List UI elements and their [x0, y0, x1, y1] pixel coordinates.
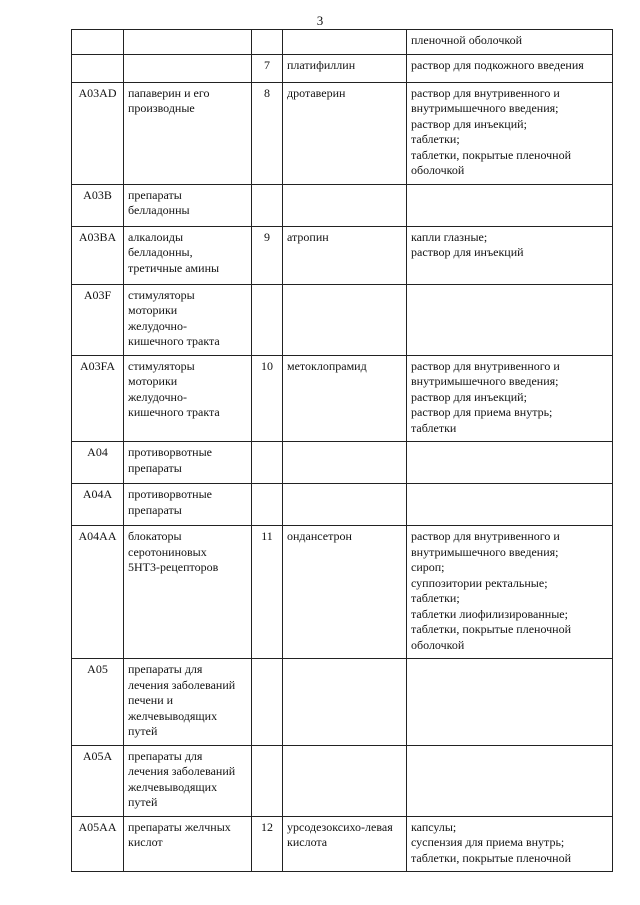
atc-code-cell	[72, 30, 124, 55]
drug-name-cell: урсодезоксихо-левая кислота	[283, 816, 407, 872]
row-number-cell: 9	[252, 226, 283, 284]
group-name-cell: препараты желчных кислот	[124, 816, 252, 872]
table-row	[72, 442, 613, 484]
atc-code-cell: A04AA	[72, 526, 124, 659]
table-row	[72, 30, 613, 55]
atc-code-cell: A05A	[72, 745, 124, 816]
table-row	[72, 745, 613, 816]
row-number-cell	[252, 184, 283, 226]
group-name-cell: препараты для лечения заболеваний желчевыводящих путей	[124, 745, 252, 816]
table-row	[72, 82, 613, 184]
row-number-cell	[252, 442, 283, 484]
atc-code-cell: A03BA	[72, 226, 124, 284]
dosage-form-cell	[407, 442, 613, 484]
dosage-form-cell	[407, 484, 613, 526]
atc-code-cell: A03F	[72, 284, 124, 355]
drug-name-cell: платифиллин	[283, 54, 407, 82]
group-name-cell: папаверин и его производные	[124, 82, 252, 184]
atc-code-cell: A03AD	[72, 82, 124, 184]
table-row	[72, 355, 613, 442]
row-number-cell	[252, 30, 283, 55]
table-row	[72, 659, 613, 746]
table-row	[72, 226, 613, 284]
dosage-form-cell: раствор для внутривенного и внутримышечного введения; раствор для инъекций; раствор для приема внутрь; таблетки	[407, 355, 613, 442]
table-body	[72, 30, 613, 872]
group-name-cell: стимуляторы моторики желудочно- кишечного тракта	[124, 355, 252, 442]
drug-name-cell: ондансетрон	[283, 526, 407, 659]
dosage-form-cell: раствор для внутривенного и внутримышечного введения; раствор для инъекций; таблетки; таблетки, покрытые пленочной оболочкой	[407, 82, 613, 184]
group-name-cell	[124, 30, 252, 55]
drug-name-cell	[283, 184, 407, 226]
drug-name-cell	[283, 284, 407, 355]
group-name-cell: противорвотные препараты	[124, 484, 252, 526]
table-row	[72, 526, 613, 659]
drug-name-cell	[283, 659, 407, 746]
drug-list-table	[71, 29, 613, 872]
drug-name-cell: метоклопрамид	[283, 355, 407, 442]
drug-name-cell	[283, 745, 407, 816]
dosage-form-cell	[407, 745, 613, 816]
table-row	[72, 54, 613, 82]
dosage-form-cell: раствор для внутривенного и внутримышечного введения; сироп; суппозитории ректальные; таблетки; таблетки лиофилизированные; таблетки, покрытые пленочной оболочкой	[407, 526, 613, 659]
group-name-cell: алкалоиды белладонны, третичные амины	[124, 226, 252, 284]
atc-code-cell: A04A	[72, 484, 124, 526]
atc-code-cell: A05	[72, 659, 124, 746]
row-number-cell: 7	[252, 54, 283, 82]
table-row	[72, 184, 613, 226]
atc-code-cell: A04	[72, 442, 124, 484]
drug-name-cell	[283, 484, 407, 526]
atc-code-cell: A03B	[72, 184, 124, 226]
group-name-cell: стимуляторы моторики желудочно- кишечного тракта	[124, 284, 252, 355]
drug-name-cell	[283, 30, 407, 55]
row-number-cell	[252, 484, 283, 526]
row-number-cell: 10	[252, 355, 283, 442]
dosage-form-cell: раствор для подкожного введения	[407, 54, 613, 82]
dosage-form-cell: капли глазные; раствор для инъекций	[407, 226, 613, 284]
group-name-cell: противорвотные препараты	[124, 442, 252, 484]
dosage-form-cell	[407, 659, 613, 746]
drug-name-cell: дротаверин	[283, 82, 407, 184]
row-number-cell	[252, 284, 283, 355]
row-number-cell: 8	[252, 82, 283, 184]
drug-name-cell: атропин	[283, 226, 407, 284]
table-row	[72, 284, 613, 355]
row-number-cell: 12	[252, 816, 283, 872]
group-name-cell: блокаторы серотониновых 5HT3-рецепторов	[124, 526, 252, 659]
table-row	[72, 484, 613, 526]
dosage-form-cell: пленочной оболочкой	[407, 30, 613, 55]
dosage-form-cell	[407, 184, 613, 226]
dosage-form-cell: капсулы; суспензия для приема внутрь; таблетки, покрытые пленочной	[407, 816, 613, 872]
row-number-cell	[252, 659, 283, 746]
atc-code-cell: A03FA	[72, 355, 124, 442]
row-number-cell	[252, 745, 283, 816]
atc-code-cell	[72, 54, 124, 82]
drug-name-cell	[283, 442, 407, 484]
group-name-cell: препараты для лечения заболеваний печени и желчевыводящих путей	[124, 659, 252, 746]
group-name-cell: препараты белладонны	[124, 184, 252, 226]
dosage-form-cell	[407, 284, 613, 355]
atc-code-cell: A05AA	[72, 816, 124, 872]
row-number-cell: 11	[252, 526, 283, 659]
group-name-cell	[124, 54, 252, 82]
page-number: 3	[316, 13, 324, 28]
table-row	[72, 816, 613, 872]
